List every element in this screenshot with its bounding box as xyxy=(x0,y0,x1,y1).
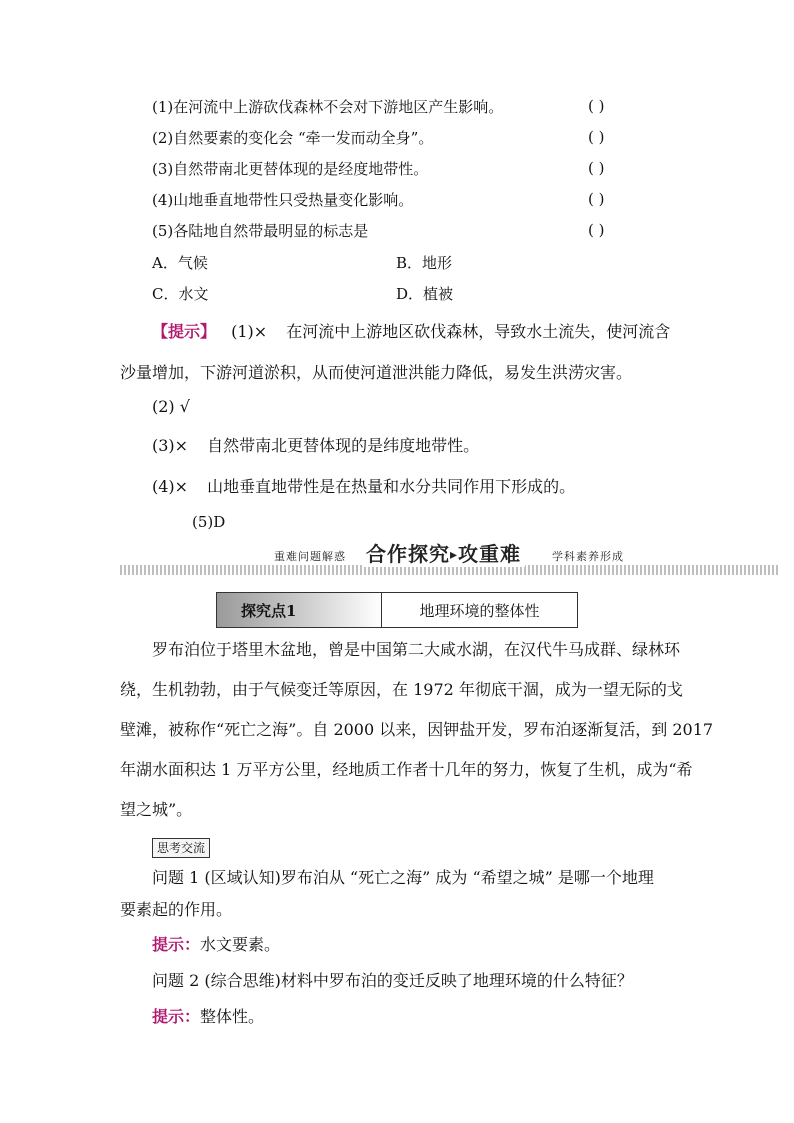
question-1: (1)在河流中上游砍伐森林不会对下游地区产生影响。 xyxy=(152,98,504,116)
hint-1-continuation: 沙量增加，下游河道淤积，从而使河道泄洪能力降低，易发生洪涝灾害。 xyxy=(120,363,633,382)
option-a: A．气候 xyxy=(152,254,208,272)
hint-line-1 xyxy=(152,319,670,342)
hint-4-label: (4)× xyxy=(152,477,189,496)
hint-tag: 【提示】 xyxy=(152,322,217,341)
banner-title xyxy=(362,538,525,567)
banner-title-part-2: 攻重难 xyxy=(458,542,522,566)
hint-1-label: (1)× xyxy=(231,322,268,341)
answer-1 xyxy=(152,932,280,955)
option-c: C．水文 xyxy=(152,285,209,303)
hint-2: (2) √ xyxy=(152,397,190,416)
answer-paren-2: ( ) xyxy=(588,128,605,146)
passage-line-2: 绕，生机勃勃，由于气候变迁等原因，在 1972 年彻底干涸，成为一望无际的戈 xyxy=(120,680,683,699)
answer-paren-1: ( ) xyxy=(588,97,605,115)
answer-paren-3: ( ) xyxy=(588,159,605,177)
banner-left-label: 重难问题解惑 xyxy=(274,550,346,563)
banner-title-part-1: 合作探究 xyxy=(366,542,450,566)
answer-paren-4: ( ) xyxy=(588,190,605,208)
think-discuss-box: 思考交流 xyxy=(152,838,210,858)
passage-line-1: 罗布泊位于塔里木盆地，曾是中国第二大咸水湖，在汉代牛马成群、绿林环 xyxy=(152,640,681,659)
option-d: D．植被 xyxy=(396,285,454,303)
question-1-line-1: 问题 1 (区域认知)罗布泊从 “死亡之海” 成为 “希望之城” 是哪一个地理 xyxy=(152,868,654,887)
hint-5: (5)D xyxy=(192,513,226,531)
topic-title: 地理环境的整体性 xyxy=(419,601,540,620)
passage-line-4: 年湖水面积达 1 万平方公里，经地质工作者十几年的努力，恢复了生机，成为“希 xyxy=(120,760,693,779)
topic-label: 探究点1 xyxy=(217,593,382,627)
answer-1-tag: 提示： xyxy=(152,935,201,954)
banner-right-label: 学科素养形成 xyxy=(552,550,624,563)
option-b: B．地形 xyxy=(396,254,453,272)
banner-arrow-icon: ▸ xyxy=(450,547,459,563)
question-4: (4)山地垂直地带性只受热量变化影响。 xyxy=(152,191,414,209)
question-2: (2)自然要素的变化会 “牵一发而动全身”。 xyxy=(152,129,434,147)
answer-1-text: 水文要素。 xyxy=(200,935,281,954)
answer-2-text: 整体性。 xyxy=(200,1007,265,1026)
hint-line-4 xyxy=(152,474,575,497)
hint-1-text: 在河流中上游地区砍伐森林，导致水土流失，使河流含 xyxy=(286,322,671,341)
hint-line-3 xyxy=(152,433,479,456)
hint-3-label: (3)× xyxy=(152,436,189,455)
passage-line-3: 壁滩，被称作“死亡之海”。自 2000 以来，因钾盐开发，罗布泊逐渐复活，到 2017 xyxy=(120,720,714,739)
answer-2 xyxy=(152,1004,264,1027)
question-5: (5)各陆地自然带最明显的标志是 xyxy=(152,222,369,240)
topic-header xyxy=(216,592,578,628)
question-3: (3)自然带南北更替体现的是经度地带性。 xyxy=(152,160,429,178)
question-1-line-2: 要素起的作用。 xyxy=(120,900,233,919)
passage-line-5: 望之城”。 xyxy=(120,800,193,819)
answer-2-tag: 提示： xyxy=(152,1007,201,1026)
hint-3-text: 自然带南北更替体现的是纬度地带性。 xyxy=(207,436,480,455)
question-2: 问题 2 (综合思维)材料中罗布泊的变迁反映了地理环境的什么特征？ xyxy=(152,971,633,990)
hint-4-text: 山地垂直地带性是在热量和水分共同作用下形成的。 xyxy=(207,477,576,496)
answer-paren-5: ( ) xyxy=(588,221,605,239)
